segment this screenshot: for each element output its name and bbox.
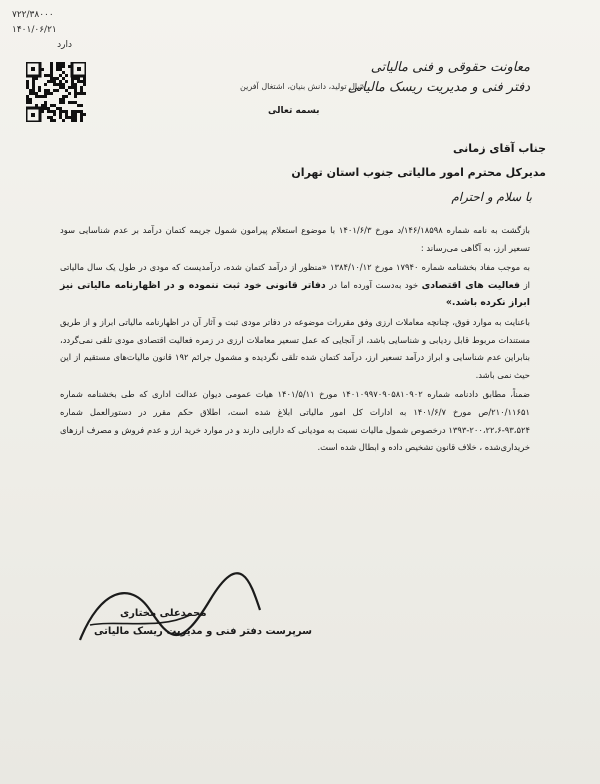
letter-body — [60, 222, 530, 459]
paragraph-1: بازگشت به نامه شماره ۱۴۶/۱۸۵۹۸/د مورخ ۱۴۰۱/۶/۳ با موضوع استعلام پیرامون شمول جریمه کتمان درآمد بر عدم شناسایی سود تسعیر ارز، به آگاهی می‌رساند : — [60, 225, 531, 253]
qr-code-icon — [26, 62, 86, 122]
letter-meta — [12, 8, 72, 53]
org-line-1: معاونت حقوقی و فنی مالیاتی — [370, 60, 530, 75]
paragraph-2 — [60, 259, 530, 312]
org-line-2: دفتر فنی و مدیریت ریسک مالیاتی — [347, 80, 530, 95]
paragraph-2-text-a: به موجب مفاد بخشنامه شماره ۱۷۹۴۰ مورخ ۱۳۸۴/۱۰/۱۲ «منظور از درآمد کتمان شده، درآمدیست که مودی در طول یک سال مالیاتی از — [60, 262, 530, 290]
paragraph-2-highlight-2: دفاتر قانونی خود ثبت ننموده و در اظهارنامه مالیاتی نیز ابراز نکرده باشد.» — [60, 279, 530, 309]
bismillah: بسمه تعالی — [268, 106, 320, 116]
paragraph-4: ضمناً، مطابق دادنامه شماره ۱۴۰۱۰۹۹۷۰۹۰۵۸۱۰۹۰۲ مورخ ۱۴۰۱/۵/۱۱ هیات عمومی دیوان عدالت اداری که طی بخشنامه شماره ۲۱۰/۱۱۶۵۱/ص مورخ ۱۴۰۱/۶/۷ به ادارات کل امور مالیاتی ابلاغ شده است، اطلاق حکم مقرر در دستورالعمل شماره ۹۳،۵۲۴-۲۰۰،۲۲،۶-۱۳۹۳ درخصوص شمول مالیات نسبت به مودیانی که دارایی دارند و در موارد خرید ارز و عدم فروش و مصرف ارزهای خریداری‌شده ، خلاف قانون تشخیص داده و ابطال شده است. — [60, 389, 530, 453]
organization-header — [348, 58, 530, 98]
paragraph-3: باعنایت به موارد فوق، چنانچه معاملات ارزی وفق مقررات موضوعه در دفاتر مودی ثبت و آثار آن در اظهارنامه مالیاتی ابراز و از طریق مستندات مربوط قابل ردیابی و شناسایی باشد، از آنجایی که عمل تسعیر معاملات ارزی در زمره فعالیت اقتصادی مودی تلقی نمی‌گردد، بنابراین عدم شناسایی و ابراز درآمد تسعیر ارز، درآمد کتمان شده تلقی نگردیده و مشمول جرائم ۱۹۲ قانون مالیات‌های مستقیم از این حیث نمی باشد. — [60, 316, 531, 380]
greeting: با سلام و احترام — [451, 190, 532, 204]
letter-number: ۷۲۲/۳۸۰۰۰ — [12, 10, 54, 20]
addressee — [291, 137, 546, 185]
paragraph-2-highlight-1: فعالیت های اقتصادی — [421, 279, 521, 291]
addressee-name: جناب آقای زمانی — [453, 142, 546, 155]
addressee-title: مدیرکل محترم امور مالیاتی جنوب استان تهران — [291, 166, 546, 179]
signatory-title: سرپرست دفتر فنی و مدیریت ریسک مالیاتی — [94, 626, 312, 637]
letter-date: ۱۴۰۱/۰۶/۲۱ — [12, 25, 57, 35]
year-motto: سال تولید، دانش بنیان، اشتغال آفرین — [240, 82, 365, 91]
paragraph-2-text-c: خود به‌دست آورده اما در — [329, 279, 419, 290]
letter-attachment: دارد — [57, 40, 72, 50]
signatory-name: محمدعلی مختاری — [120, 608, 207, 619]
